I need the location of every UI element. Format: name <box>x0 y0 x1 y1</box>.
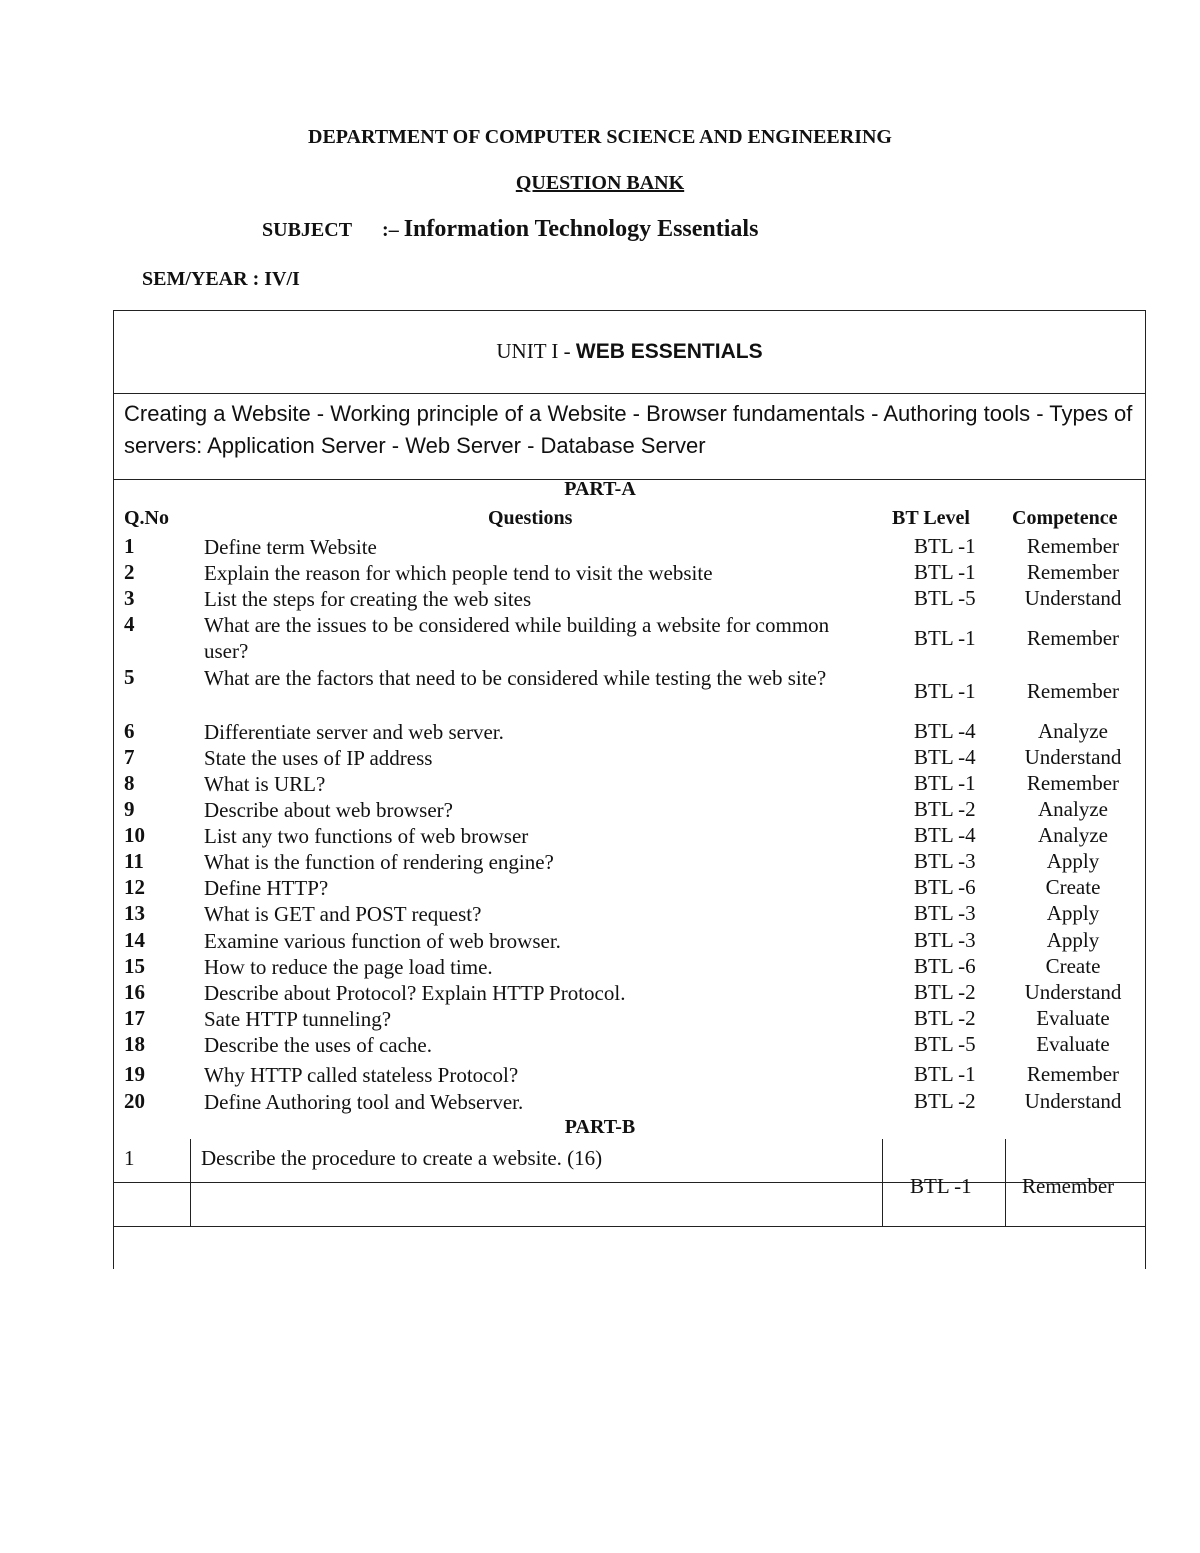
competence: Understand <box>1024 1089 1122 1113</box>
unit-title-prefix: UNIT I - <box>496 339 571 363</box>
question-number: 14 <box>124 928 145 952</box>
question-number: 7 <box>124 745 135 769</box>
bt-level: BTL -3 <box>914 849 976 873</box>
subject-separator: :– <box>382 219 399 241</box>
question-text: What are the factors that need to be considered while testing the web site? <box>204 666 827 690</box>
subject-name: Information Technology Essentials <box>403 216 759 242</box>
bt-level: BTL -2 <box>914 797 976 821</box>
question-number: 4 <box>124 612 135 636</box>
subject-label: SUBJECT <box>262 219 353 241</box>
bt-level: BTL -2 <box>914 1089 976 1113</box>
competence: Remember <box>1026 1062 1120 1086</box>
competence: Remember <box>1026 626 1120 650</box>
bt-level: BTL -5 <box>914 586 976 610</box>
competence: Create <box>1045 875 1101 899</box>
bt-level: BTL -2 <box>914 980 976 1004</box>
question-text: Why HTTP called stateless Protocol? <box>204 1063 519 1087</box>
competence: Remember <box>1026 560 1120 584</box>
part-b-question: Describe the procedure to create a website. (16) <box>201 1146 603 1170</box>
part-b-competence: Remember <box>1022 1174 1115 1198</box>
column-header-questions: Questions <box>488 507 573 529</box>
bt-level: BTL -1 <box>914 534 976 558</box>
bt-level: BTL -4 <box>914 745 976 769</box>
competence: Apply <box>1046 901 1100 925</box>
competence: Apply <box>1046 928 1100 952</box>
column-header-qno: Q.No <box>124 507 169 529</box>
competence: Remember <box>1026 679 1120 703</box>
competence: Apply <box>1046 849 1100 873</box>
part-b-divider <box>113 1182 1146 1183</box>
competence: Understand <box>1024 980 1122 1004</box>
part-b-divider <box>1005 1139 1006 1227</box>
competence: Evaluate <box>1036 1032 1110 1056</box>
question-number: 1 <box>124 534 135 558</box>
bt-level: BTL -3 <box>914 901 976 925</box>
question-number: 10 <box>124 823 145 847</box>
question-number: 15 <box>124 954 145 978</box>
question-text: What is the function of rendering engine? <box>204 850 554 874</box>
question-number: 11 <box>124 849 144 873</box>
question-number: 3 <box>124 586 135 610</box>
unit-title <box>114 339 1145 364</box>
bt-level: BTL -6 <box>914 954 976 978</box>
question-text: List any two functions of web browser <box>204 824 529 848</box>
sem-year: SEM/YEAR : IV/I <box>142 268 300 290</box>
question-number: 12 <box>124 875 145 899</box>
question-number: 6 <box>124 719 135 743</box>
question-text: Describe the uses of cache. <box>204 1033 432 1057</box>
part-b-qno: 1 <box>124 1146 135 1170</box>
competence: Remember <box>1026 534 1120 558</box>
bt-level: BTL -1 <box>914 560 976 584</box>
question-text: Define term Website <box>204 535 377 559</box>
document-title: QUESTION BANK <box>515 172 685 194</box>
question-number: 16 <box>124 980 145 1004</box>
part-b-divider <box>190 1139 191 1227</box>
department-heading: DEPARTMENT OF COMPUTER SCIENCE AND ENGINEERING <box>308 126 892 148</box>
part-b-divider <box>882 1139 883 1227</box>
part-b-divider <box>113 1226 1146 1227</box>
bt-level: BTL -1 <box>914 679 976 703</box>
question-text: Describe about web browser? <box>204 798 453 822</box>
question-number: 19 <box>124 1062 145 1086</box>
bt-level: BTL -1 <box>914 771 976 795</box>
competence: Create <box>1045 954 1101 978</box>
competence: Analyze <box>1038 823 1108 847</box>
question-text: What is URL? <box>204 772 326 796</box>
question-number: 17 <box>124 1006 145 1030</box>
question-text: State the uses of IP address <box>204 746 433 770</box>
competence: Analyze <box>1038 719 1108 743</box>
question-text: How to reduce the page load time. <box>204 955 493 979</box>
question-text: What is GET and POST request? <box>204 902 482 926</box>
column-header-bt-level: BT Level <box>892 507 970 529</box>
unit-topics: Creating a Website - Working principle of a Website - Browser fundamentals - Authoring tools - Types of servers: Application Server - Web Server - Database Server <box>124 401 1133 458</box>
bt-level: BTL -6 <box>914 875 976 899</box>
bt-level: BTL -4 <box>914 719 976 743</box>
subject-line <box>262 216 758 243</box>
bt-level: BTL -5 <box>914 1032 976 1056</box>
question-number: 13 <box>124 901 145 925</box>
question-text: Examine various function of web browser. <box>204 929 561 953</box>
bt-level: BTL -1 <box>914 626 976 650</box>
question-text: Differentiate server and web server. <box>204 720 504 744</box>
question-number: 2 <box>124 560 135 584</box>
question-text: Sate HTTP tunneling? <box>204 1007 392 1031</box>
part-b-bt-level: BTL -1 <box>910 1174 972 1198</box>
question-text: List the steps for creating the web sites <box>204 587 532 611</box>
competence: Understand <box>1024 745 1122 769</box>
competence: Remember <box>1026 771 1120 795</box>
part-b-label: PART-B <box>564 1116 636 1138</box>
unit-title-box <box>113 310 1146 394</box>
question-number: 18 <box>124 1032 145 1056</box>
competence: Analyze <box>1038 797 1108 821</box>
unit-title-name: WEB ESSENTIALS <box>575 340 763 363</box>
unit-topics-box <box>113 393 1146 480</box>
column-header-competence: Competence <box>1012 507 1118 529</box>
question-text: Explain the reason for which people tend to visit the website <box>204 561 713 585</box>
bt-level: BTL -3 <box>914 928 976 952</box>
part-a-label: PART-A <box>564 478 636 500</box>
question-number: 5 <box>124 665 135 689</box>
question-text: Define Authoring tool and Webserver. <box>204 1090 524 1114</box>
question-text: Define HTTP? <box>204 876 329 900</box>
question-number: 20 <box>124 1089 145 1113</box>
bt-level: BTL -4 <box>914 823 976 847</box>
competence: Understand <box>1024 586 1122 610</box>
competence: Evaluate <box>1036 1006 1110 1030</box>
question-number: 9 <box>124 797 135 821</box>
question-number: 8 <box>124 771 135 795</box>
question-text: Describe about Protocol? Explain HTTP Protocol. <box>204 981 626 1005</box>
bt-level: BTL -2 <box>914 1006 976 1030</box>
bt-level: BTL -1 <box>914 1062 976 1086</box>
question-text: What are the issues to be considered while building a website for common user? <box>204 613 830 663</box>
